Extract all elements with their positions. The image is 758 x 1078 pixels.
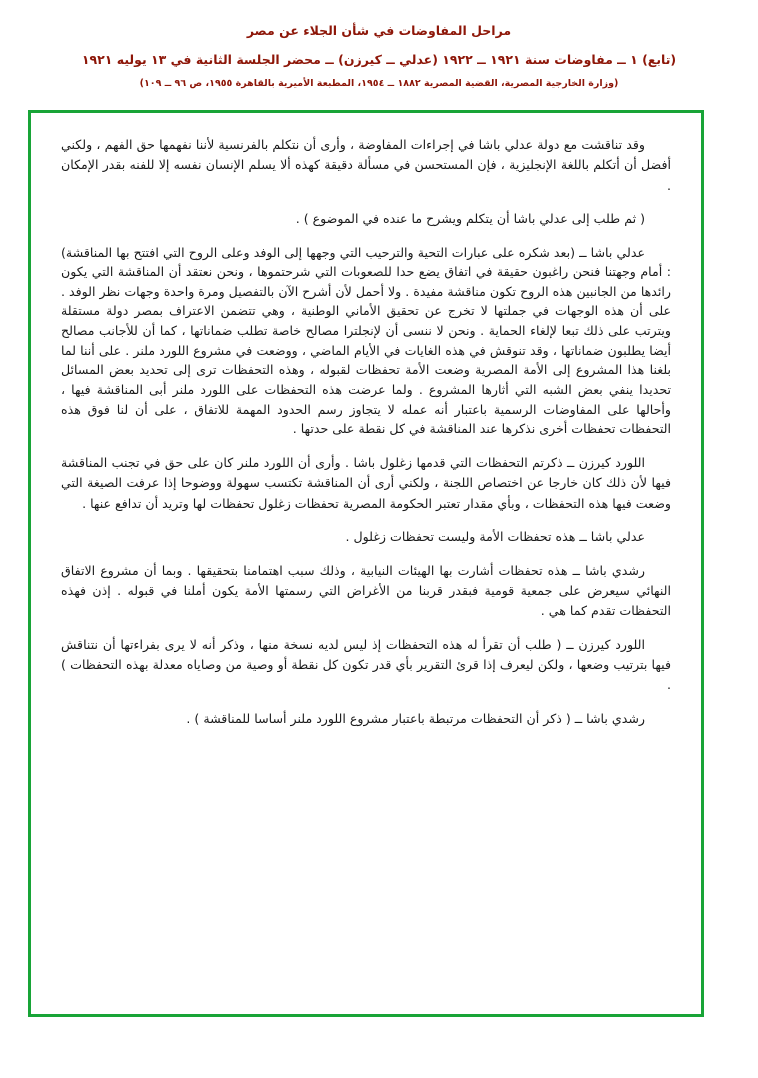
page-subtitle: (تابع) ١ ــ مفاوضات سنة ١٩٢١ ــ ١٩٢٢ (عدلي ــ كيرزن) ــ محضر الجلسة الثانية في ١٣ يوليه ١٩٢١	[81, 51, 677, 67]
page-header	[0, 0, 758, 90]
paragraph: رشدي باشا ــ هذه تحفظات أشارت بها الهيئات النيابية ، وذلك سبب اهتمامنا بتحقيقها . وبما أن مشروع الاتفاق النهائي سيعرض على جمعية قومية فبقدر قربنا من الأغراض التي رسمتها الأمة يكون أملنا في قبوله . إذن فهذه التحفظات تقدم كما هي .	[61, 562, 671, 619]
page-title: مراحل المفاوضات في شأن الجلاء عن مصر	[246, 23, 512, 38]
source-citation: (وزارة الخارجية المصرية، القضية المصرية ١٨٨٢ ــ ١٩٥٤، المطبعة الأميرية بالقاهرة ١٩٥٥، ص ٩٦ ــ ١٠٩)	[139, 77, 619, 89]
document-body	[31, 113, 701, 752]
paragraph: وقد تناقشت مع دولة عدلي باشا في إجراءات المفاوضة ، وأرى أن نتكلم بالفرنسية لأننا نفهمها حق الفهم ، ولكني أفضل أن أتكلم باللغة الإنجليزية ، فإن المستحسن في مسألة دقيقة كهذه ألا يسلم الإنسان نفسه إلا للفنه بقدر الإمكان .	[61, 137, 671, 193]
paragraph: اللورد كيرزن ــ ذكرتم التحفظات التي قدمها زغلول باشا . وأرى أن اللورد ملنر كان على حق في تجنب المناقشة فيها لأن ذلك كان خارجا عن اختصاص اللجنة ، ولكني أرى أن المناقشة تكتسب سهولة ووضوحا إذا عرفت الصيغة التي وضعت فيها هذه التحفظات ، وبأي مقدار تعتبر الحكومة المصرية تحفظات زغلول تحفظات لها وتريد أن تدافع عنها .	[61, 454, 671, 511]
paragraph: عدلي باشا ــ هذه تحفظات الأمة وليست تحفظات زغلول .	[345, 529, 645, 545]
paragraph: اللورد كيرزن ــ ( طلب أن تقرأ له هذه التحفظات إذ ليس لديه نسخة منها ، وذكر أنه لا يرى بفراءتها أن نتناقش فيها بترتيب وضعها ، ولكن ليعرف إذا قرئ التقرير بأي قدر تكون كل نقطة أو وصية من وصاياه معدلة بهذه التحفظات ) .	[61, 636, 671, 693]
paragraph: رشدي باشا ــ ( ذكر أن التحفظات مرتبطة باعتبار مشروع اللورد ملنر أساسا للمناقشة ) .	[186, 710, 645, 726]
paragraph: عدلي باشا ــ (بعد شكره على عبارات التحية والترحيب التي وجهها إلى الوفد وعلى الروح التي افتتح بها المناقشة) : أمام وجهتنا فنحن راغبون حقيقة في اتفاق يضع حدا للصعوبات التي شرحتموها ، ونحن نعتقد أن المناقشة التي يكون رائدها من الجانبين هذه الروح تكون مناقشة مفيدة . ولا أحمل لأن أشرح الآن بالتفصيل ومرة واحدة وجهات نظر الوفد . على أن هذه الوجهات في جملتها لا تخرج عن تحقيق الأماني الوطنية ، وهي تتضمن الاعتراف بمصر دولة مستقلة ويترتب على ذلك تبعا لإلغاء الحماية . ونحن لا ننسى أن لإنجلترا مصالح خاصة تطلب ضماناتها ، كما أن للأجانب مصالح أيضا يطلبون ضماناتها ، وقد تنوقش في هذه الغايات في الأيام الماضي ، ووضعت في مشروع اللورد ملنر . على أننا لما بلغنا هذا المشروع إلى الأمة المصرية وضعت الأمة تحفظات لقبوله ، وهذه التحفظات ترى إلى تحديد بعض المسائل تحديدا ينفي بعض الشبه التي أثارها المشروع . ولما عرضت هذه التحفظات على اللورد ملنر أبى المناقشة فيها ، وأحالها على المفاوضات الرسمية باعتبار أنه عمله لا يتجاوز رسم الحدود المهمة للاتفاق ، على أن لنا فوق هذه التحفظات تحفظات أخرى نذكرها عند المناقشة في كل نقطة على حدتها .	[61, 244, 671, 437]
paragraph: ( ثم طلب إلى عدلي باشا أن يتكلم ويشرح ما عنده في الموضوع ) .	[295, 211, 645, 227]
content-frame	[28, 110, 704, 1017]
